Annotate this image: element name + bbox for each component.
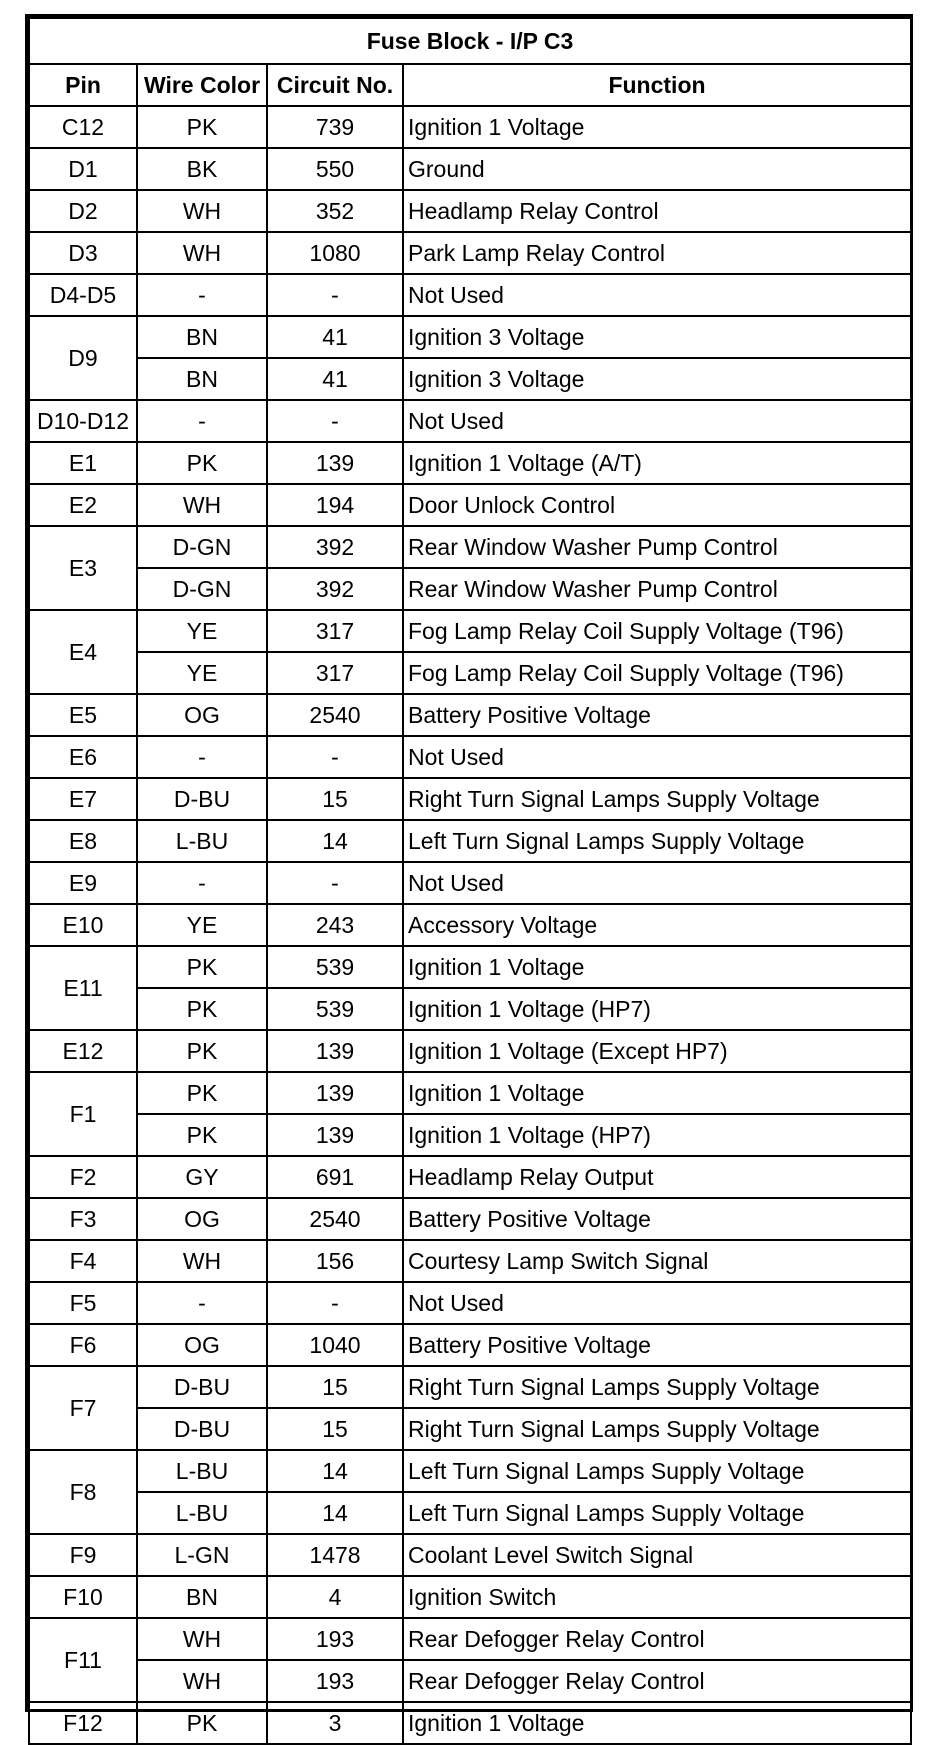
table-row [29, 736, 911, 778]
table-row [29, 1366, 911, 1408]
function-cell: Ignition Switch [403, 1576, 911, 1618]
table-row [29, 442, 911, 484]
wire-color-cell: - [137, 1282, 267, 1324]
function-cell: Fog Lamp Relay Coil Supply Voltage (T96) [403, 610, 911, 652]
header-wire-color: Wire Color [137, 64, 267, 106]
pin-cell: F5 [29, 1282, 137, 1324]
function-cell: Headlamp Relay Output [403, 1156, 911, 1198]
wire-color-cell: - [137, 400, 267, 442]
table-row [29, 1618, 911, 1660]
table-row [29, 400, 911, 442]
function-cell: Left Turn Signal Lamps Supply Voltage [403, 1450, 911, 1492]
wire-color-cell: OG [137, 1324, 267, 1366]
function-cell: Ignition 1 Voltage [403, 946, 911, 988]
pin-cell: D1 [29, 148, 137, 190]
wire-color-cell: WH [137, 232, 267, 274]
function-cell: Not Used [403, 862, 911, 904]
circuit-cell: 392 [267, 526, 403, 568]
header-circuit-no: Circuit No. [267, 64, 403, 106]
table-row [29, 778, 911, 820]
table-row [29, 1576, 911, 1618]
wire-color-cell: YE [137, 610, 267, 652]
circuit-cell: 739 [267, 106, 403, 148]
table-row [29, 274, 911, 316]
pin-cell: F7 [29, 1366, 137, 1450]
circuit-cell: 1040 [267, 1324, 403, 1366]
wire-color-cell: GY [137, 1156, 267, 1198]
circuit-cell: 139 [267, 1072, 403, 1114]
pin-cell: E11 [29, 946, 137, 1030]
wire-color-cell: D-BU [137, 778, 267, 820]
wire-color-cell: L-BU [137, 820, 267, 862]
circuit-cell: 139 [267, 442, 403, 484]
circuit-cell: 15 [267, 1408, 403, 1450]
pin-cell: E8 [29, 820, 137, 862]
wire-color-cell: D-BU [137, 1408, 267, 1450]
circuit-cell: - [267, 862, 403, 904]
circuit-cell: 539 [267, 988, 403, 1030]
function-cell: Park Lamp Relay Control [403, 232, 911, 274]
wire-color-cell: L-BU [137, 1492, 267, 1534]
pin-cell: E12 [29, 1030, 137, 1072]
table-row [29, 148, 911, 190]
circuit-cell: 15 [267, 778, 403, 820]
table-row [29, 988, 911, 1030]
wire-color-cell: OG [137, 694, 267, 736]
table-row [29, 610, 911, 652]
circuit-cell: 41 [267, 358, 403, 400]
circuit-cell: 243 [267, 904, 403, 946]
wire-color-cell: YE [137, 652, 267, 694]
circuit-cell: 2540 [267, 1198, 403, 1240]
table-row [29, 1702, 911, 1744]
pin-cell: E10 [29, 904, 137, 946]
circuit-cell: 352 [267, 190, 403, 232]
function-cell: Accessory Voltage [403, 904, 911, 946]
circuit-cell: 14 [267, 1492, 403, 1534]
circuit-cell: 194 [267, 484, 403, 526]
circuit-cell: 139 [267, 1030, 403, 1072]
pin-cell: F1 [29, 1072, 137, 1156]
function-cell: Battery Positive Voltage [403, 694, 911, 736]
table-row [29, 1156, 911, 1198]
wire-color-cell: BN [137, 316, 267, 358]
circuit-cell: 317 [267, 652, 403, 694]
function-cell: Left Turn Signal Lamps Supply Voltage [403, 1492, 911, 1534]
wire-color-cell: PK [137, 106, 267, 148]
table-title: Fuse Block - I/P C3 [29, 18, 911, 64]
wire-color-cell: - [137, 736, 267, 778]
pin-cell: F8 [29, 1450, 137, 1534]
circuit-cell: 14 [267, 1450, 403, 1492]
table-row [29, 1030, 911, 1072]
circuit-cell: 193 [267, 1618, 403, 1660]
wire-color-cell: - [137, 274, 267, 316]
pin-cell: E5 [29, 694, 137, 736]
circuit-cell: 2540 [267, 694, 403, 736]
pin-cell: E6 [29, 736, 137, 778]
function-cell: Ignition 1 Voltage [403, 1702, 911, 1744]
wire-color-cell: BN [137, 1576, 267, 1618]
wire-color-cell: WH [137, 1618, 267, 1660]
pin-cell: F3 [29, 1198, 137, 1240]
wire-color-cell: BK [137, 148, 267, 190]
circuit-cell: 1080 [267, 232, 403, 274]
pin-cell: F12 [29, 1702, 137, 1744]
table-row [29, 190, 911, 232]
circuit-cell: - [267, 274, 403, 316]
circuit-cell: 15 [267, 1366, 403, 1408]
table-row [29, 316, 911, 358]
table-row [29, 1660, 911, 1702]
function-cell: Headlamp Relay Control [403, 190, 911, 232]
table-row [29, 484, 911, 526]
function-cell: Courtesy Lamp Switch Signal [403, 1240, 911, 1282]
pin-cell: F2 [29, 1156, 137, 1198]
circuit-cell: 4 [267, 1576, 403, 1618]
wire-color-cell: D-GN [137, 526, 267, 568]
table-row [29, 106, 911, 148]
header-function: Function [403, 64, 911, 106]
pin-cell: D3 [29, 232, 137, 274]
table-row [29, 1072, 911, 1114]
table-row [29, 1534, 911, 1576]
function-cell: Rear Window Washer Pump Control [403, 526, 911, 568]
wire-color-cell: D-GN [137, 568, 267, 610]
wire-color-cell: PK [137, 1702, 267, 1744]
wire-color-cell: PK [137, 946, 267, 988]
table-row [29, 568, 911, 610]
circuit-cell: - [267, 400, 403, 442]
table-row [29, 862, 911, 904]
function-cell: Ignition 1 Voltage (HP7) [403, 1114, 911, 1156]
table-row [29, 358, 911, 400]
wire-color-cell: WH [137, 1660, 267, 1702]
circuit-cell: 691 [267, 1156, 403, 1198]
wire-color-cell: D-BU [137, 1366, 267, 1408]
fuse-block-table-frame [25, 14, 913, 1736]
circuit-cell: 14 [267, 820, 403, 862]
wire-color-cell: L-BU [137, 1450, 267, 1492]
circuit-cell: 317 [267, 610, 403, 652]
table-row [29, 652, 911, 694]
function-cell: Battery Positive Voltage [403, 1324, 911, 1366]
wire-color-cell: WH [137, 484, 267, 526]
table-row [29, 1114, 911, 1156]
function-cell: Fog Lamp Relay Coil Supply Voltage (T96) [403, 652, 911, 694]
fuse-block-table [28, 17, 912, 1745]
function-cell: Ignition 3 Voltage [403, 358, 911, 400]
wire-color-cell: L-GN [137, 1534, 267, 1576]
function-cell: Ignition 1 Voltage (HP7) [403, 988, 911, 1030]
function-cell: Not Used [403, 274, 911, 316]
pin-cell: E9 [29, 862, 137, 904]
function-cell: Not Used [403, 400, 911, 442]
wire-color-cell: PK [137, 988, 267, 1030]
table-row [29, 232, 911, 274]
circuit-cell: 550 [267, 148, 403, 190]
pin-cell: D2 [29, 190, 137, 232]
pin-cell: E3 [29, 526, 137, 610]
pin-cell: D9 [29, 316, 137, 400]
circuit-cell: 139 [267, 1114, 403, 1156]
table-row [29, 1198, 911, 1240]
pin-cell: F6 [29, 1324, 137, 1366]
table-row [29, 904, 911, 946]
circuit-cell: 539 [267, 946, 403, 988]
wire-color-cell: WH [137, 1240, 267, 1282]
function-cell: Battery Positive Voltage [403, 1198, 911, 1240]
circuit-cell: 41 [267, 316, 403, 358]
function-cell: Left Turn Signal Lamps Supply Voltage [403, 820, 911, 862]
function-cell: Coolant Level Switch Signal [403, 1534, 911, 1576]
function-cell: Right Turn Signal Lamps Supply Voltage [403, 778, 911, 820]
table-row [29, 1324, 911, 1366]
function-cell: Right Turn Signal Lamps Supply Voltage [403, 1366, 911, 1408]
pin-cell: F9 [29, 1534, 137, 1576]
pin-cell: F11 [29, 1618, 137, 1702]
table-row [29, 1492, 911, 1534]
function-cell: Ignition 3 Voltage [403, 316, 911, 358]
function-cell: Rear Window Washer Pump Control [403, 568, 911, 610]
circuit-cell: 193 [267, 1660, 403, 1702]
table-row [29, 1450, 911, 1492]
wire-color-cell: BN [137, 358, 267, 400]
header-pin: Pin [29, 64, 137, 106]
pin-cell: E2 [29, 484, 137, 526]
table-row [29, 1408, 911, 1450]
circuit-cell: 156 [267, 1240, 403, 1282]
function-cell: Ignition 1 Voltage [403, 1072, 911, 1114]
function-cell: Rear Defogger Relay Control [403, 1660, 911, 1702]
function-cell: Ignition 1 Voltage (A/T) [403, 442, 911, 484]
pin-cell: F4 [29, 1240, 137, 1282]
pin-cell: F10 [29, 1576, 137, 1618]
wire-color-cell: PK [137, 442, 267, 484]
table-row [29, 1282, 911, 1324]
function-cell: Not Used [403, 736, 911, 778]
function-cell: Ground [403, 148, 911, 190]
table-row [29, 694, 911, 736]
table-row [29, 820, 911, 862]
function-cell: Rear Defogger Relay Control [403, 1618, 911, 1660]
function-cell: Ignition 1 Voltage (Except HP7) [403, 1030, 911, 1072]
pin-cell: E4 [29, 610, 137, 694]
wire-color-cell: OG [137, 1198, 267, 1240]
function-cell: Ignition 1 Voltage [403, 106, 911, 148]
pin-cell: C12 [29, 106, 137, 148]
pin-cell: E7 [29, 778, 137, 820]
function-cell: Door Unlock Control [403, 484, 911, 526]
wire-color-cell: PK [137, 1114, 267, 1156]
circuit-cell: - [267, 736, 403, 778]
circuit-cell: - [267, 1282, 403, 1324]
circuit-cell: 3 [267, 1702, 403, 1744]
function-cell: Not Used [403, 1282, 911, 1324]
pin-cell: D4-D5 [29, 274, 137, 316]
table-row [29, 946, 911, 988]
table-row [29, 526, 911, 568]
circuit-cell: 1478 [267, 1534, 403, 1576]
wire-color-cell: - [137, 862, 267, 904]
wire-color-cell: YE [137, 904, 267, 946]
function-cell: Right Turn Signal Lamps Supply Voltage [403, 1408, 911, 1450]
pin-cell: D10-D12 [29, 400, 137, 442]
wire-color-cell: WH [137, 190, 267, 232]
wire-color-cell: PK [137, 1030, 267, 1072]
wire-color-cell: PK [137, 1072, 267, 1114]
table-row [29, 1240, 911, 1282]
pin-cell: E1 [29, 442, 137, 484]
circuit-cell: 392 [267, 568, 403, 610]
